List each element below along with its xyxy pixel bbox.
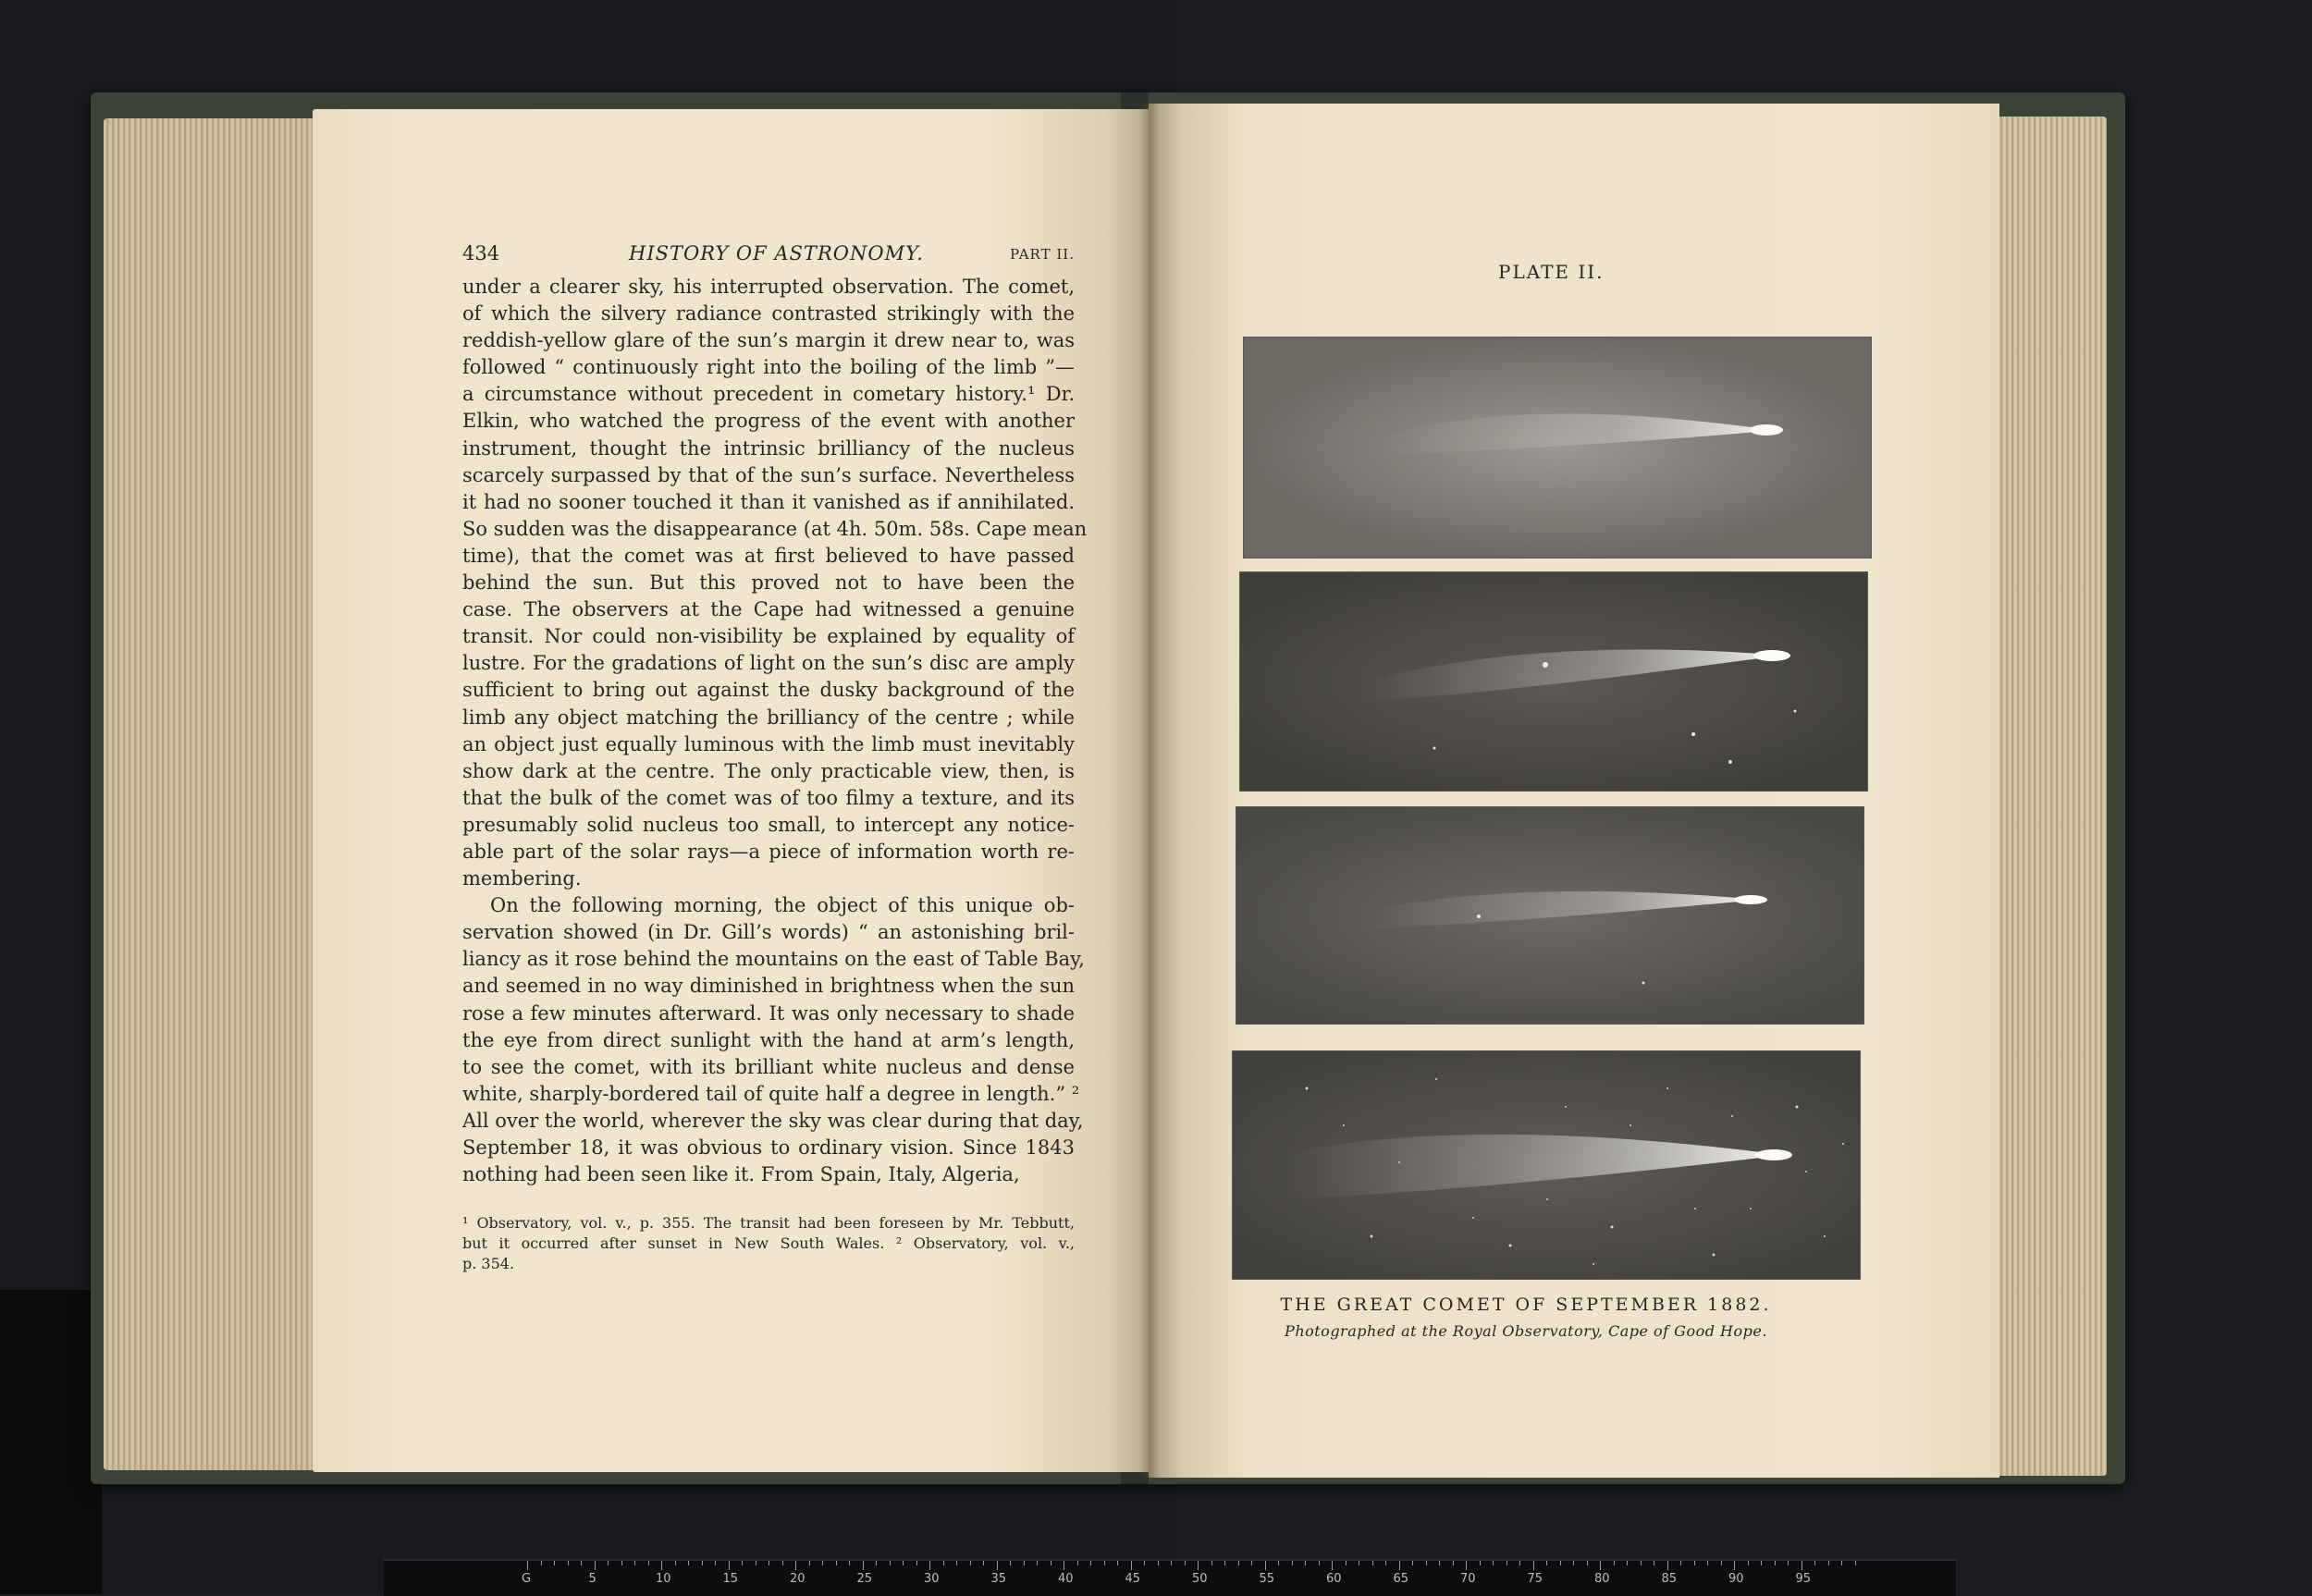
footnotes: [462, 1213, 1075, 1274]
text-line: rose a few minutes afterward. It was only necessary to shade: [462, 1001, 1075, 1025]
comet-photograph-2: [1239, 571, 1868, 792]
ruler-tick: [1171, 1561, 1172, 1565]
ruler-tick: [863, 1561, 864, 1570]
ruler-tick: [1090, 1561, 1091, 1565]
ruler-tick: [595, 1561, 596, 1570]
text-line: an object just equally luminous with the limb must inevitably: [462, 732, 1075, 755]
text-line: under a clearer sky, his interrupted observation. The comet,: [462, 276, 1075, 298]
footnote-line: ¹ Observatory, vol. v., p. 355. The transit had been foreseen by Mr. Tebbutt,: [462, 1214, 1075, 1232]
ruler-tick: [1560, 1561, 1561, 1565]
ruler-tick: [1158, 1561, 1159, 1565]
text-line: Elkin, who watched the progress of the event with another: [462, 410, 1075, 433]
ruler-label: 60: [1326, 1572, 1342, 1586]
text-line: transit. Nor could non-visibility be explained by equality of: [462, 625, 1075, 648]
ruler-tick: [1493, 1561, 1494, 1565]
comet-photograph-4: [1232, 1050, 1861, 1280]
plate-caption: [1276, 1295, 1776, 1340]
ruler-label: 75: [1527, 1572, 1543, 1586]
plate-title: PLATE II.: [1498, 261, 1605, 283]
ruler-tick: [1841, 1561, 1842, 1565]
ruler-tick: [1211, 1561, 1212, 1565]
ruler-tick: [1814, 1561, 1815, 1565]
ruler-tick: [1828, 1561, 1829, 1565]
ruler-tick: [1131, 1561, 1132, 1570]
ruler-tick: [1251, 1561, 1252, 1565]
text-line: to see the comet, with its brilliant white nucleus and dense: [462, 1055, 1075, 1078]
ruler-tick: [742, 1561, 743, 1565]
ruler-tick: [876, 1561, 877, 1565]
ruler-tick: [1185, 1561, 1186, 1565]
comet-photograph-1: [1243, 337, 1872, 559]
ruler-tick: [809, 1561, 810, 1565]
ruler-label: 85: [1661, 1572, 1678, 1586]
background-corner: [0, 1290, 102, 1594]
text-line: show dark at the centre. The only practicable view, then, is: [462, 759, 1075, 782]
ruler-label: 30: [924, 1572, 940, 1586]
text-line: presumably solid nucleus too small, to intercept any notice-: [462, 813, 1075, 836]
ruler-label: 25: [856, 1572, 873, 1586]
text-line: instrument, thought the intrinsic brilliancy of the nucleus: [462, 436, 1075, 460]
ruler-label: 40: [1058, 1572, 1074, 1586]
ruler-tick: [1453, 1561, 1454, 1565]
text-line: it had no sooner touched it than it vanished as if annihilated.: [462, 490, 1075, 513]
ruler-tick: [1480, 1561, 1481, 1565]
text-line: September 18, it was obvious to ordinary vision. Since 1843: [462, 1136, 1075, 1159]
ruler-tick: [1506, 1561, 1507, 1565]
page-number: 434: [462, 242, 500, 264]
ruler-tick: [782, 1561, 783, 1565]
ruler-tick: [1144, 1561, 1145, 1565]
ruler-tick: [916, 1561, 917, 1565]
text-line: nothing had been seen like it. From Spain, Italy, Algeria,: [462, 1163, 1020, 1186]
ruler-label: 55: [1259, 1572, 1275, 1586]
running-title: HISTORY OF ASTRONOMY.: [629, 242, 924, 264]
ruler-tick: [1037, 1561, 1038, 1565]
caption-title: THE GREAT COMET OF SEPTEMBER 1882.: [1280, 1295, 1772, 1315]
ruler-label: 95: [1795, 1572, 1812, 1586]
ruler-label: 20: [790, 1572, 806, 1586]
footnote-line: p. 354.: [462, 1255, 515, 1272]
ruler-tick: [1680, 1561, 1681, 1565]
ruler-tick: [1346, 1561, 1347, 1565]
ruler-tick: [1198, 1561, 1199, 1570]
measurement-ruler: [384, 1559, 1956, 1596]
ruler-label: 80: [1594, 1572, 1610, 1586]
ruler-tick: [849, 1561, 850, 1565]
ruler-tick: [702, 1561, 703, 1565]
ruler-tick: [1788, 1561, 1789, 1565]
ruler-tick: [648, 1561, 649, 1565]
ruler-label: 90: [1728, 1572, 1744, 1586]
text-line: white, sharply-bordered tail of quite half a degree in length.” ²: [462, 1082, 1080, 1105]
ruler-tick: [1587, 1561, 1588, 1565]
ruler-tick: [1533, 1561, 1534, 1570]
ruler-tick: [608, 1561, 609, 1565]
ruler-label: 70: [1460, 1572, 1476, 1586]
ruler-tick: [1775, 1561, 1776, 1565]
caption-subtitle: Photographed at the Royal Observatory, Cape of Good Hope.: [1285, 1322, 1767, 1340]
ruler-label: 45: [1125, 1572, 1141, 1586]
ruler-tick: [997, 1561, 998, 1570]
ruler-tick: [1519, 1561, 1520, 1565]
ruler-tick: [1399, 1561, 1400, 1570]
ruler-tick: [1748, 1561, 1749, 1565]
ruler-tick: [688, 1561, 689, 1565]
text-line: So sudden was the disappearance (at 4h. 50m. 58s. Cape mean: [462, 517, 1088, 540]
text-line: membering.: [462, 867, 582, 890]
text-line: the eye from direct sunlight with the hand at arm’s length,: [462, 1028, 1075, 1051]
page-edges-left: [104, 118, 316, 1470]
ruler-tick: [1265, 1561, 1266, 1570]
ruler-tick: [541, 1561, 542, 1565]
ruler-label: 65: [1393, 1572, 1409, 1586]
ruler-tick: [554, 1561, 555, 1565]
ruler-tick: [1694, 1561, 1695, 1565]
text-line: All over the world, wherever the sky was clear during that day,: [462, 1109, 1084, 1132]
ruler-tick: [1439, 1561, 1440, 1565]
ruler-tick: [1372, 1561, 1373, 1565]
ruler-tick: [1412, 1561, 1413, 1565]
ruler-tick: [795, 1561, 796, 1570]
ruler-label: 5: [588, 1572, 596, 1586]
ruler-tick: [1614, 1561, 1615, 1565]
text-line: that the bulk of the comet was of too filmy a texture, and its: [462, 786, 1075, 809]
ruler-tick: [1707, 1561, 1708, 1565]
ruler-tick: [568, 1561, 569, 1565]
ruler-tick: [956, 1561, 957, 1565]
text-line: behind the sun. But this proved not to have been the: [462, 571, 1075, 595]
text-line: able part of the solar rays—a piece of information worth re-: [462, 840, 1075, 863]
ruler-tick: [661, 1561, 662, 1570]
ruler-tick: [634, 1561, 635, 1565]
text-line: time), that the comet was at first believed to have passed: [462, 544, 1075, 567]
text-line: followed “ continuously right into the boiling of the limb ”—: [462, 356, 1075, 379]
ruler-tick: [675, 1561, 676, 1565]
ruler-tick: [1641, 1561, 1642, 1565]
text-line: a circumstance without precedent in cometary history.¹ Dr.: [462, 383, 1075, 406]
text-line: liancy as it rose behind the mountains on the east of Table Bay,: [462, 948, 1085, 971]
ruler-tick: [1305, 1561, 1306, 1565]
text-line: lustre. For the gradations of light on the sun’s disc are amply: [462, 652, 1075, 675]
ruler-tick: [1573, 1561, 1574, 1565]
ruler-tick: [1292, 1561, 1293, 1565]
page-edges-right: [1998, 117, 2107, 1476]
ruler-tick: [1466, 1561, 1467, 1570]
ruler-tick: [1667, 1561, 1668, 1570]
ruler-tick: [1077, 1561, 1078, 1565]
ruler-tick: [1546, 1561, 1547, 1565]
ruler-tick: [1117, 1561, 1118, 1565]
text-line: case. The observers at the Cape had witnessed a genuine: [462, 598, 1075, 621]
ruler-tick: [983, 1561, 984, 1565]
text-line: of which the silvery radiance contrasted strikingly with the: [462, 302, 1075, 325]
ruler-tick: [729, 1561, 730, 1570]
text-line: scarcely surpassed by that of the sun’s surface. Nevertheless: [462, 463, 1075, 486]
ruler-tick: [970, 1561, 971, 1565]
ruler-tick: [1627, 1561, 1628, 1565]
ruler-label: G: [522, 1572, 532, 1586]
ruler-label: 15: [722, 1572, 739, 1586]
ruler-tick: [929, 1561, 930, 1570]
ruler-tick: [1721, 1561, 1722, 1565]
ruler-tick: [1855, 1561, 1856, 1565]
ruler-tick: [527, 1561, 528, 1570]
ruler-tick: [1024, 1561, 1025, 1565]
ruler-tick: [1600, 1561, 1601, 1570]
ruler-tick: [1319, 1561, 1320, 1565]
ruler-tick: [1734, 1561, 1735, 1570]
text-line: limb any object matching the brilliancy of the centre ; while: [462, 706, 1075, 729]
ruler-tick: [1426, 1561, 1427, 1565]
ruler-tick: [1238, 1561, 1239, 1565]
text-line: sufficient to bring out against the dusky background of the: [462, 679, 1075, 702]
text-line: and seemed in no way diminished in brightness when the sun: [462, 975, 1075, 998]
comet-photograph-3: [1236, 806, 1864, 1025]
ruler-tick: [621, 1561, 622, 1565]
ruler-tick: [1224, 1561, 1225, 1565]
ruler-tick: [1761, 1561, 1762, 1565]
ruler-tick: [1332, 1561, 1333, 1570]
ruler-tick: [903, 1561, 904, 1565]
ruler-tick: [1385, 1561, 1386, 1565]
ruler-label: 10: [656, 1572, 671, 1586]
ruler-tick: [890, 1561, 891, 1565]
gutter-crease: [1139, 104, 1160, 1478]
ruler-tick: [943, 1561, 944, 1565]
ruler-tick: [581, 1561, 582, 1565]
text-line: reddish-yellow glare of the sun’s margin it drew near to, was: [462, 329, 1075, 352]
part-label: PART II.: [1010, 246, 1075, 263]
ruler-tick: [836, 1561, 837, 1565]
ruler-label: 50: [1192, 1572, 1208, 1586]
ruler-tick: [822, 1561, 823, 1565]
ruler-tick: [1278, 1561, 1279, 1565]
body-text: [462, 274, 1088, 1188]
ruler-tick: [715, 1561, 716, 1565]
ruler-label: 35: [990, 1572, 1007, 1586]
footnote-line: but it occurred after sunset in New South Wales. ² Observatory, vol. v.,: [462, 1234, 1075, 1252]
text-line: servation showed (in Dr. Gill’s words) “ an astonishing bril-: [462, 921, 1075, 944]
ruler-tick: [1010, 1561, 1011, 1565]
ruler-tick: [1104, 1561, 1105, 1565]
text-line: On the following morning, the object of this unique ob-: [490, 894, 1075, 917]
